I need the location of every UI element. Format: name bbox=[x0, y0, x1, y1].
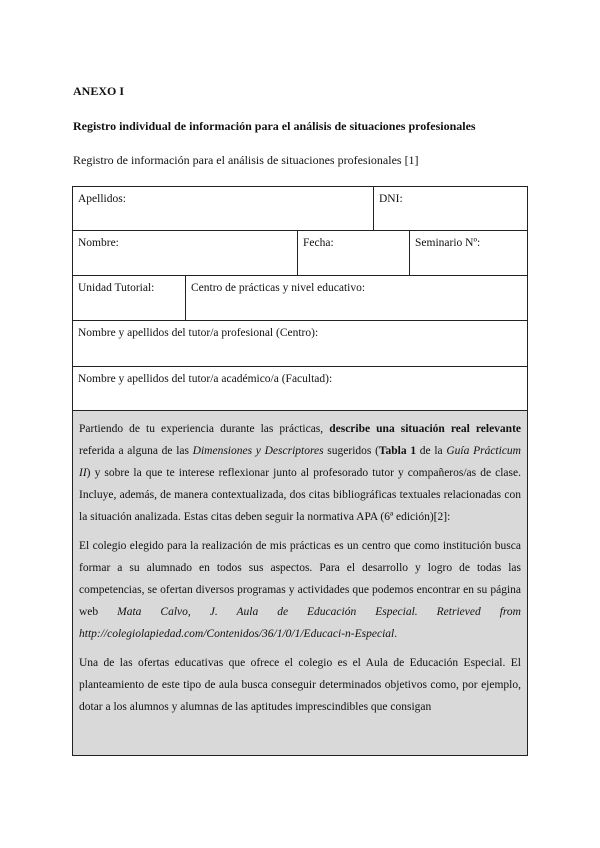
centro-field[interactable] bbox=[185, 276, 527, 320]
instructions-text: Partiendo de tu experiencia durante las prácticas, bbox=[79, 423, 330, 435]
dni-label: DNI: bbox=[379, 193, 403, 205]
centro-label: Centro de prácticas y nivel educativo: bbox=[191, 282, 366, 294]
table-reference: Tabla 1 bbox=[378, 445, 417, 457]
instructions-text: ) y sobre la que te interese reflexionar junto al profesorado tutor y compañeros/as de clase. Incluye, además, de manera contextualizada, dos citas bibliográficas textuales relacionadas con la situación analizada. Estas citas deben seguir la normativa APA (6ª edición)[2]: bbox=[79, 467, 521, 523]
instructions-emphasis: describe una situación real relevante bbox=[329, 423, 522, 435]
response-paragraph-1 bbox=[79, 535, 521, 645]
dni-field[interactable] bbox=[373, 187, 527, 230]
seminario-field[interactable] bbox=[409, 231, 527, 275]
fecha-label: Fecha: bbox=[303, 237, 334, 249]
seminario-label: Seminario Nº: bbox=[415, 237, 481, 249]
form-row-unidad bbox=[72, 275, 528, 321]
instructions-text: referida a alguna de las bbox=[79, 445, 193, 457]
form-row-tutor-academico bbox=[72, 366, 528, 411]
instructions-text: sugeridos ( bbox=[323, 445, 379, 457]
form-row-tutor-profesional bbox=[72, 320, 528, 367]
instructions-paragraph bbox=[79, 418, 521, 528]
situation-description-box[interactable] bbox=[72, 410, 528, 756]
dimensions-reference: Dimensiones y Descriptores bbox=[192, 445, 324, 457]
response-text: . bbox=[394, 628, 398, 640]
nombre-label: Nombre: bbox=[78, 237, 119, 249]
fecha-field[interactable] bbox=[297, 231, 410, 275]
nombre-field[interactable] bbox=[73, 231, 298, 275]
form-row-apellidos bbox=[72, 186, 528, 231]
response-text: El colegio elegido para la realización de mis prácticas es un centro que como institución busca formar a su alumnado en todos sus aspectos. Para el desarrollo y logro de todas las competencias, se ofertan diversos programas y actividades que podemos encontrar en su página web bbox=[79, 540, 521, 618]
unidad-tutorial-field[interactable] bbox=[73, 276, 186, 320]
instructions-text: de la bbox=[416, 445, 447, 457]
apellidos-label: Apellidos: bbox=[78, 193, 126, 205]
tutor-profesional-label: Nombre y apellidos del tutor/a profesional (Centro): bbox=[78, 327, 319, 339]
citation-text: Mata Calvo, J. Aula de Educación Especial. Retrieved from http://colegiolapiedad.com/Contenidos/36/1/0/1/Educaci-n-Especial bbox=[79, 606, 521, 640]
form-row-nombre bbox=[72, 230, 528, 276]
annex-title: ANEXO I bbox=[73, 84, 125, 98]
apellidos-field[interactable] bbox=[73, 187, 374, 230]
guide-reference: Guía Prácticum II bbox=[79, 445, 521, 479]
tutor-academico-label: Nombre y apellidos del tutor/a académico/a (Facultad): bbox=[78, 373, 333, 385]
unidad-tutorial-label: Unidad Tutorial: bbox=[78, 282, 155, 294]
tutor-profesional-field[interactable] bbox=[73, 321, 527, 366]
tutor-academico-field[interactable] bbox=[73, 367, 527, 410]
document-subtitle: Registro de información para el análisis de situaciones profesionales [1] bbox=[73, 153, 419, 167]
response-paragraph-2: Una de las ofertas educativas que ofrece el colegio es el Aula de Educación Especial. El planteamiento de este tipo de aula busca conseguir determinados objetivos como, por ejemplo, dotar a los alumnos y alumnas de las aptitudes imprescindibles que consigan bbox=[79, 657, 521, 713]
section-title: Registro individual de información para el análisis de situaciones profesionales bbox=[73, 119, 476, 133]
